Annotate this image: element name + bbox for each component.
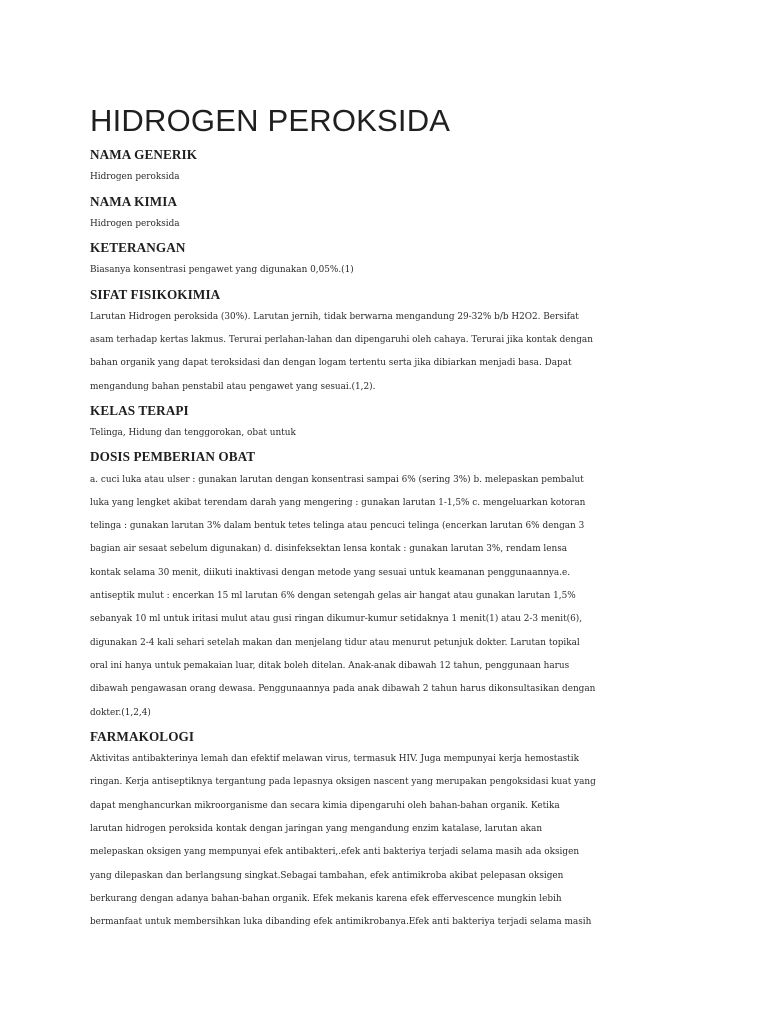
text-line: bermanfaat untuk membersihkan luka dibanding efek antimikrobanya.Efek anti bakteriya terjadi selama masih [90, 917, 592, 928]
text-line: bahan organik yang dapat teroksidasi dan dengan logam tertentu serta jika dibiarkan menjadi basa. Dapat [90, 358, 572, 369]
section-sifat-fisikokimia [90, 283, 690, 399]
text-line: yang dilepaskan dan berlangsung singkat.Sebagai tambahan, efek antimikroba akibat pelepasan oksigen [90, 870, 564, 881]
text-line: antiseptik mulut : encerkan 15 ml larutan 6% dengan setengah gelas air hangat atau gunakan larutan 1,5% [90, 591, 576, 602]
section-heading: NAMA KIMIA [90, 193, 178, 209]
text-line: larutan hidrogen peroksida kontak dengan jaringan yang mengandung enzim katalase, larutan akan [90, 823, 543, 834]
text-line: Larutan Hidrogen peroksida (30%). Larutan jernih, tidak berwarna mengandung 29-32% b/b H2O2. Bersifat [90, 311, 579, 322]
document-title: HIDROGEN PEROKSIDA [90, 103, 451, 138]
section-nama-kimia [90, 190, 690, 237]
text-line: dapat menghancurkan mikroorganisme dan secara kimia dipengaruhi oleh bahan-bahan organik. Ketika [90, 800, 560, 811]
text-line: telinga : gunakan larutan 3% dalam bentuk tetes telinga atau pencuci telinga (encerkan larutan 6% dengan 3 [90, 521, 585, 532]
text-line: dibawah pengawasan orang dewasa. Penggunaannya pada anak dibawah 2 tahun harus dikonsultasikan dengan [90, 684, 596, 695]
text-line: digunakan 2-4 kali sehari setelah makan dan menjelang tidur atau menurut petunjuk dokter. Larutan topikal [90, 637, 580, 648]
section-heading: SIFAT FISIKOKIMIA [90, 286, 221, 302]
text-line: bagian air sesaat sebelum digunakan) d. disinfeksektan lensa kontak : gunakan larutan 3%, rendam lensa [90, 544, 568, 555]
text-line: sebanyak 10 ml untuk iritasi mulut atau gusi ringan dikumur-kumur setidaknya 1 menit(1) atau 2-3 menit(6), [90, 614, 583, 625]
text-line: berkurang dengan adanya bahan-bahan organik. Efek mekanis karena efek effervescence mungkin lebih [90, 893, 562, 904]
text-line: Aktivitas antibakterinya lemah dan efektif melawan virus, termasuk HIV. Juga mempunyai kerja hemostastik [90, 754, 579, 765]
section-heading: KELAS TERAPI [90, 402, 189, 418]
document-body [90, 143, 690, 934]
text-line: a. cuci luka atau ulser : gunakan larutan dengan konsentrasi sampai 6% (sering 3%) b. melepaskan pembalut [90, 474, 584, 485]
text-line: Telinga, Hidung dan tenggorokan, obat untuk [90, 428, 296, 439]
section-heading: NAMA GENERIK [90, 147, 198, 162]
text-line: melepaskan oksigen yang mempunyai efek antibakteri,.efek anti bakteriya terjadi selama masih ada oksigen [90, 847, 580, 858]
text-line: mengandung bahan penstabil atau pengawet yang sesuai.(1,2). [90, 381, 376, 392]
section-heading: KETERANGAN [90, 240, 186, 255]
text-line: Hidrogen peroksida [90, 218, 180, 229]
section-keterangan [90, 236, 690, 283]
section-farmakologi [90, 725, 690, 935]
section-heading: FARMAKOLOGI [90, 728, 195, 744]
text-line: asam terhadap kertas lakmus. Terurai perlahan-lahan dan dipengaruhi oleh cahaya. Terurai jika kontak dengan [90, 335, 593, 345]
section-kelas-terapi [90, 399, 690, 446]
text-line: Hidrogen peroksida [90, 172, 180, 183]
text-line: luka yang lengket akibat terendam darah yang mengering : gunakan larutan 1-1,5% c. mengeluarkan kotoran [90, 497, 586, 508]
text-line: dokter.(1,2,4) [90, 707, 151, 718]
text-line: oral ini hanya untuk pemakaian luar, ditak boleh ditelan. Anak-anak dibawah 12 tahun, penggunaan harus [90, 660, 570, 671]
section-heading: DOSIS PEMBERIAN OBAT [90, 449, 256, 465]
text-line: Biasanya konsentrasi pengawet yang digunakan 0,05%.(1) [90, 265, 354, 276]
section-nama-generik [90, 143, 690, 190]
text-line: kontak selama 30 menit, diikuti inaktivasi dengan metode yang sesuai untuk keamanan penggunaannya.e. [90, 567, 571, 578]
section-dosis-pemberian-obat [90, 445, 690, 724]
text-line: ringan. Kerja antiseptiknya tergantung pada lepasnya oksigen nascent yang merupakan pengoksidasi kuat yang [90, 777, 596, 788]
